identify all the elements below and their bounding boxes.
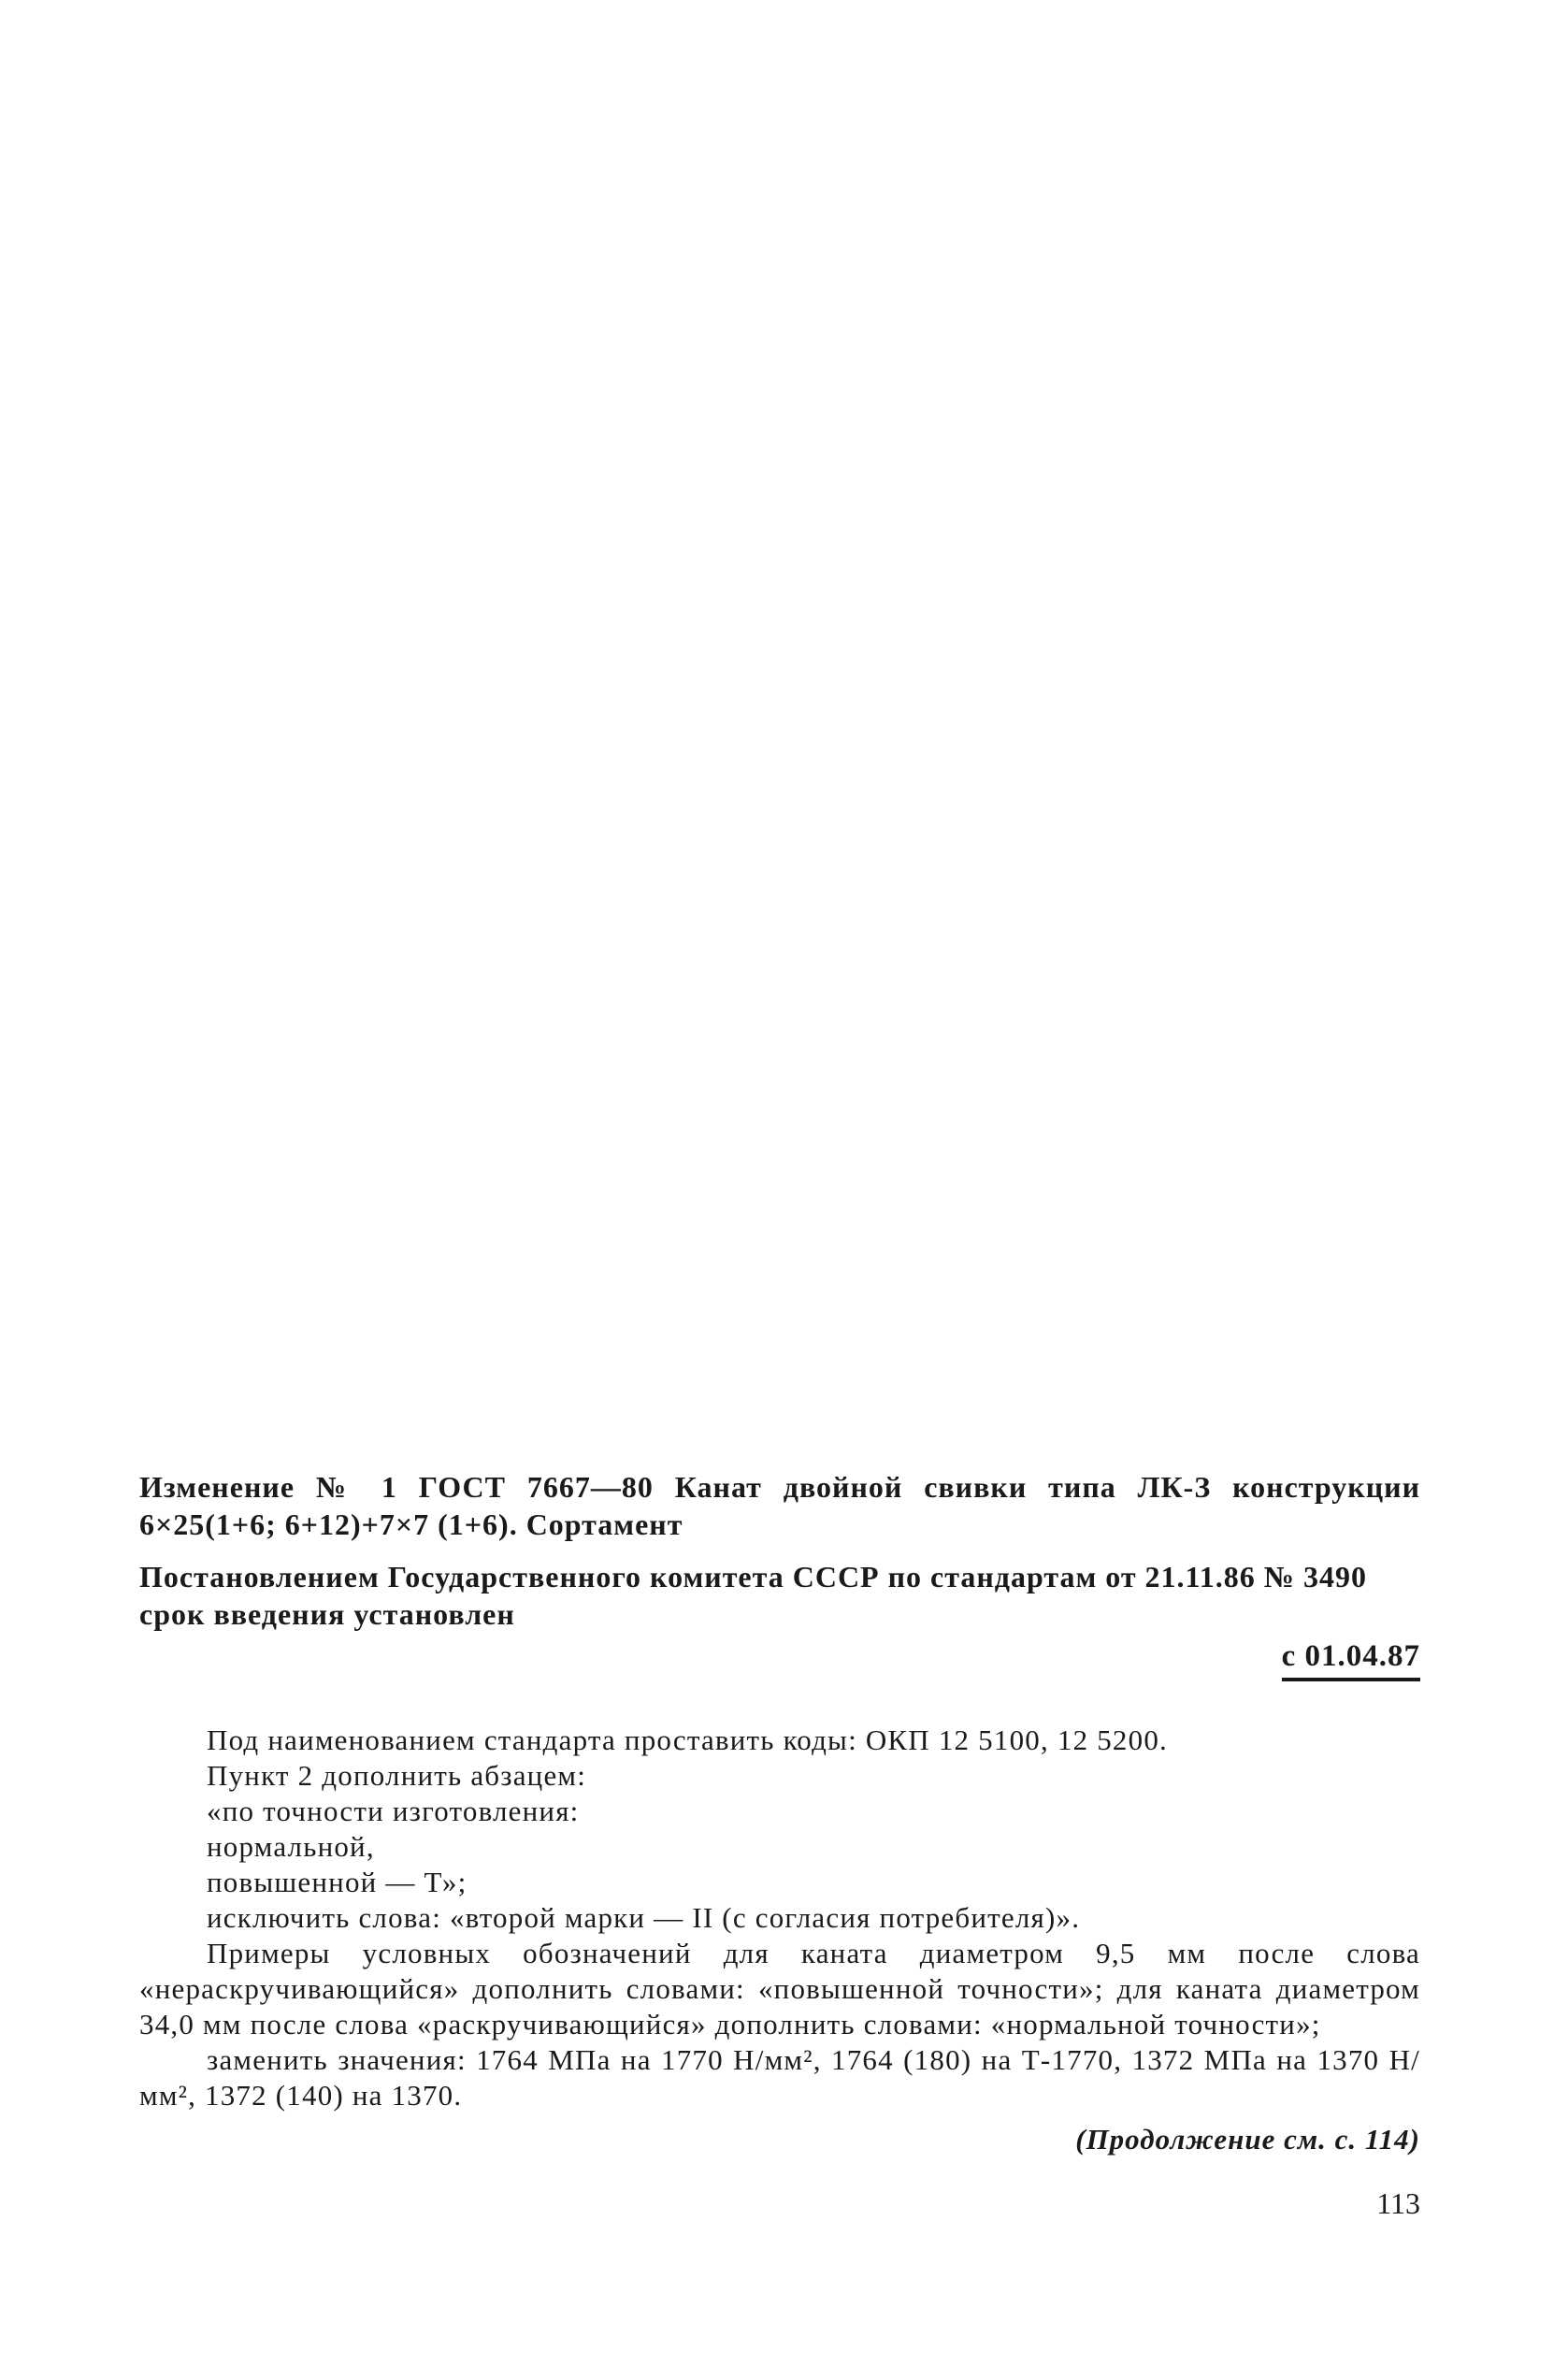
resolution-text: Постановлением Государственного комитета СССР по стандартам от 21.11.86 № 3490 срок введения установлен [139, 1560, 1367, 1631]
paragraph-exclude: исключить слова: «второй марки — II (с согласия потребителя)». [207, 1901, 1081, 1934]
document-page [139, 1468, 1420, 2222]
paragraph-item-2: Пункт 2 дополнить абзацем: [207, 1759, 587, 1792]
effective-date-row [139, 1637, 1420, 1681]
effective-date: с 01.04.87 [1282, 1637, 1420, 1681]
paragraph-increased: повышенной — Т»; [207, 1866, 468, 1898]
paragraph-examples: Примеры условных обозначений для каната диаметром 9,5 мм после слова «нераскручивающийся» дополнить словами: «повышенной точности»; для каната диаметром 34,0 мм после слова «раскручивающийся» дополнить словами: «нормальной точности»; [139, 1937, 1420, 2041]
amendment-heading: Изменение № 1 ГОСТ 7667—80 Канат двойной свивки типа ЛК-З конструкции 6×25(1+6; 6+12)+7×7 (1+6). Сортамент [139, 1470, 1420, 1541]
paragraph-replace-values: заменить значения: 1764 МПа на 1770 Н/мм², 1764 (180) на Т-1770, 1372 МПа на 1370 Н/мм², 1372 (140) на 1370. [139, 2043, 1420, 2112]
paragraph-codes: Под наименованием стандарта проставить коды: ОКП 12 5100, 12 5200. [207, 1723, 1168, 1756]
continuation-note: (Продолжение см. с. 114) [1075, 2123, 1420, 2156]
paragraph-normal: нормальной, [207, 1830, 375, 1863]
paragraph-accuracy-intro: «по точности изготовления: [207, 1795, 580, 1827]
document-body [139, 1723, 1420, 2113]
page-number: 113 [1376, 2186, 1420, 2220]
